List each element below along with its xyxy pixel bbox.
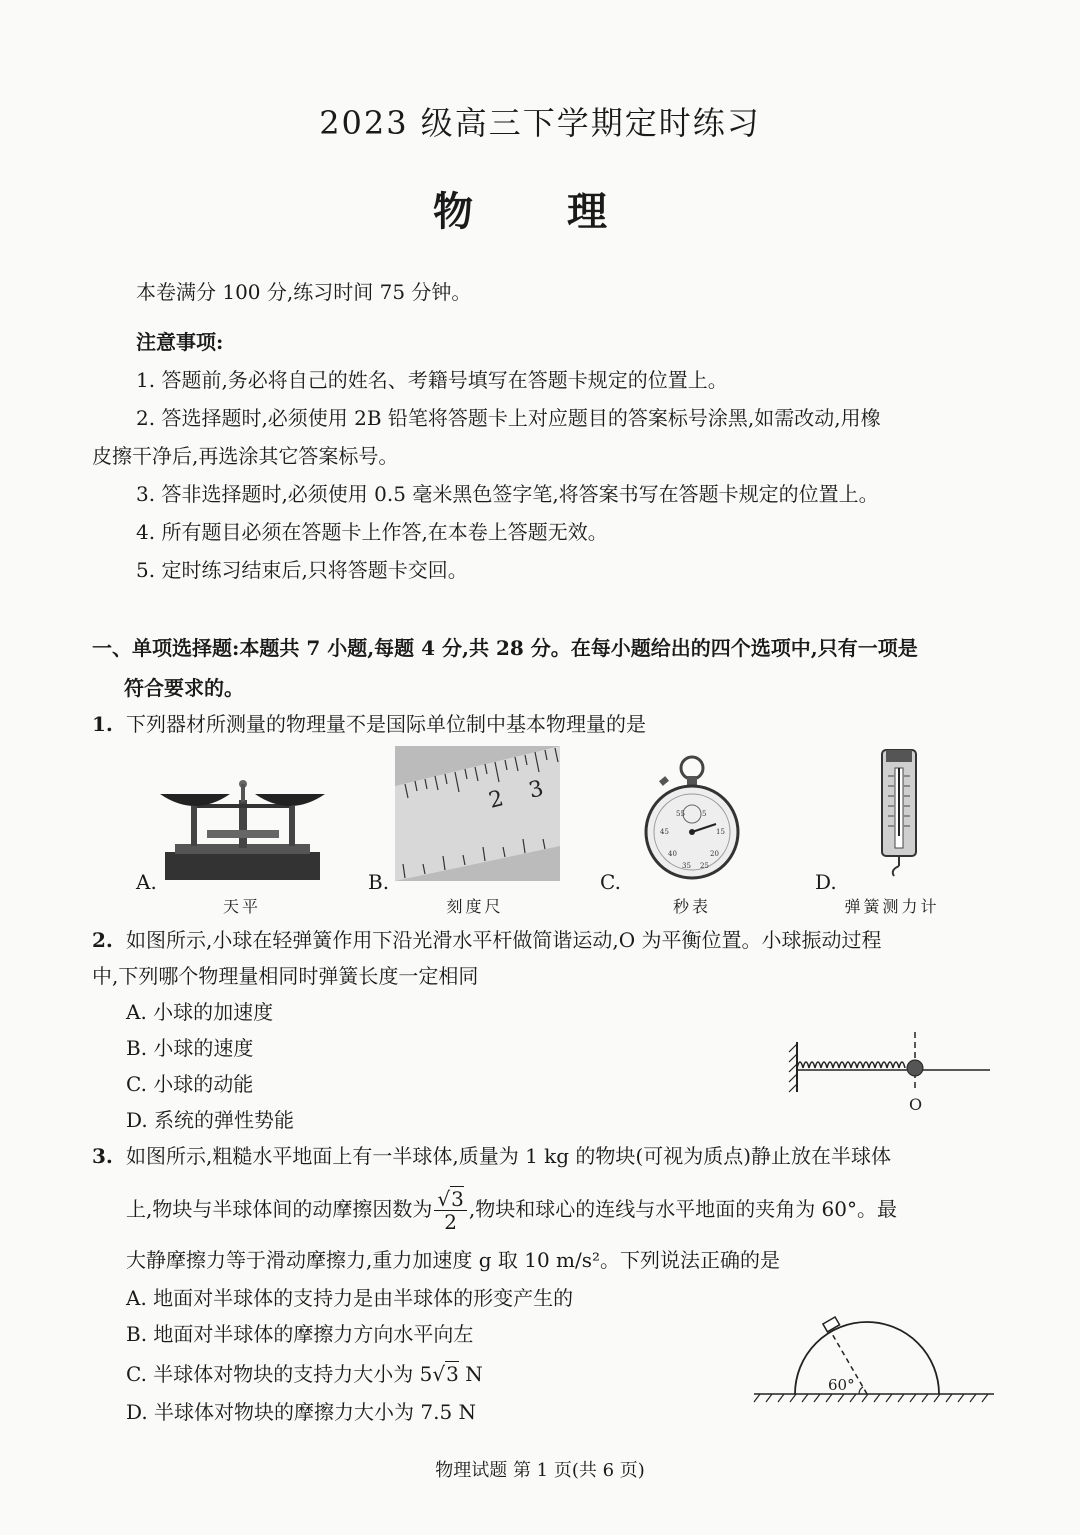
q1-caption-spring-scale: 弹簧测力计 <box>844 897 940 916</box>
q1-caption-ruler: 刻度尺 <box>446 897 504 916</box>
section-heading-cont: 符合要求的。 <box>124 676 244 700</box>
svg-text:3: 3 <box>526 776 547 804</box>
balance-scale-image <box>155 770 330 885</box>
q3-option-c: C. 半球体对物块的支持力大小为 5√3 N <box>126 1362 483 1386</box>
q3-stem-line2-post: ,物块和球心的连线与水平地面的夹角为 60°。最 <box>468 1197 898 1221</box>
note-item: 1. 答题前,务必将自己的姓名、考籍号填写在答题卡规定的位置上。 <box>136 368 728 392</box>
ruler-image <box>395 746 560 881</box>
q2-option-a: A. 小球的加速度 <box>126 1000 274 1024</box>
q1-number: 1. <box>92 712 113 736</box>
svg-text:55: 55 <box>676 810 685 818</box>
mu-fraction: $\frac{√3}{2}$ <box>434 1188 466 1233</box>
hemisphere-diagram <box>750 1316 1000 1406</box>
q3-stem: 如图所示,粗糙水平地面上有一半球体,质量为 1 kg 的物块(可视为质点)静止放在半球体 <box>126 1144 892 1168</box>
spring-scale-image <box>872 746 932 881</box>
spring-oscillator-diagram <box>785 1030 1000 1120</box>
section-heading: 一、单项选择题:本题共 7 小题,每题 4 分,共 28 分。在每小题给出的四个选项中,只有一项是 <box>92 636 918 660</box>
q3-stem-line3: 大静摩擦力等于滑动摩擦力,重力加速度 g 取 10 m/s²。下列说法正确的是 <box>126 1248 781 1272</box>
q3-stem-line2-pre: 上,物块与半球体间的动摩擦因数为 <box>126 1197 433 1221</box>
note-item: 2. 答选择题时,必须使用 2B 铅笔将答题卡上对应题目的答案标号涂黑,如需改动,用橡 <box>136 406 881 430</box>
q2-number: 2. <box>92 928 113 952</box>
q2-option-c: C. 小球的动能 <box>126 1072 254 1096</box>
notes-heading: 注意事项: <box>136 330 224 354</box>
q1-caption-stopwatch: 秒表 <box>672 897 711 916</box>
note-item: 皮擦干净后,再选涂其它答案标号。 <box>92 444 399 468</box>
svg-text:2: 2 <box>486 786 507 814</box>
q1-option-b-label: B. <box>368 870 390 894</box>
q2-option-b: B. 小球的速度 <box>126 1036 254 1060</box>
q2-stem-cont: 中,下列哪个物理量相同时弹簧长度一定相同 <box>92 964 479 988</box>
intro-text: 本卷满分 100 分,练习时间 75 分钟。 <box>136 280 472 304</box>
mu-numerator: 3 <box>451 1187 464 1211</box>
q3-option-d: D. 半球体对物块的摩擦力大小为 7.5 N <box>126 1400 477 1424</box>
q3-option-c-radicand: 3 <box>446 1362 459 1386</box>
svg-text:5: 5 <box>702 810 707 818</box>
q1-option-d-label: D. <box>815 870 837 894</box>
q1-option-a-label: A. <box>136 870 157 894</box>
q1-option-c-label: C. <box>600 870 621 894</box>
q1-caption-balance: 天平 <box>222 897 261 916</box>
svg-text:20: 20 <box>710 850 719 858</box>
note-item: 5. 定时练习结束后,只将答题卡交回。 <box>136 558 468 582</box>
equilibrium-label-o: O <box>909 1095 923 1114</box>
exam-title: 2023 级高三下学期定时练习 <box>319 104 761 142</box>
angle-label: 60° <box>828 1376 855 1394</box>
subject-title: 物 理 <box>433 188 647 235</box>
note-item: 3. 答非选择题时,必须使用 0.5 毫米黑色签字笔,将答案书写在答题卡规定的位置上。 <box>136 482 879 506</box>
note-item: 4. 所有题目必须在答题卡上作答,在本卷上答题无效。 <box>136 520 608 544</box>
q3-stem-line2 <box>126 1184 897 1234</box>
q3-option-c-post: N <box>458 1362 483 1386</box>
q3-option-a: A. 地面对半球体的支持力是由半球体的形变产生的 <box>126 1286 574 1310</box>
q3-option-b: B. 地面对半球体的摩擦力方向水平向左 <box>126 1322 474 1346</box>
q1-stem: 下列器材所测量的物理量不是国际单位制中基本物理量的是 <box>126 712 646 736</box>
q3-option-c-pre: C. 半球体对物块的支持力大小为 5 <box>126 1362 433 1386</box>
stopwatch-image <box>640 752 740 882</box>
mu-denominator: 2 <box>444 1210 457 1234</box>
q2-stem: 如图所示,小球在轻弹簧作用下沿光滑水平杆做简谐运动,O 为平衡位置。小球振动过程 <box>126 928 882 952</box>
svg-text:40: 40 <box>668 850 677 858</box>
svg-text:15: 15 <box>716 828 725 836</box>
svg-text:25: 25 <box>700 862 709 870</box>
page-footer: 物理试题 第 1 页(共 6 页) <box>435 1460 645 1481</box>
q2-option-d: D. 系统的弹性势能 <box>126 1108 295 1132</box>
svg-text:45: 45 <box>660 828 669 836</box>
svg-text:35: 35 <box>682 862 691 870</box>
q3-number: 3. <box>92 1144 113 1168</box>
